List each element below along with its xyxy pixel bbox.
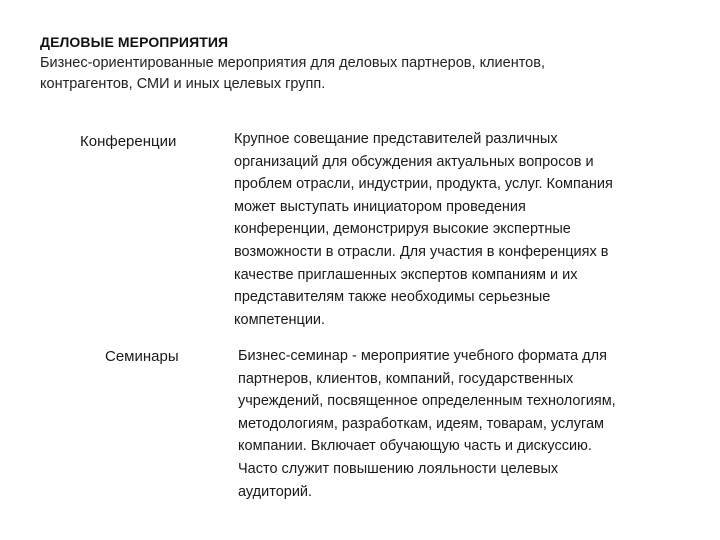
description-line: методологиям, разработкам, идеям, товарам, услугам [238,415,604,432]
description-line: партнеров, клиентов, компаний, государственных [238,370,574,387]
intro-line: контрагентов, СМИ и иных целевых групп. [40,76,326,92]
intro-paragraph [40,53,680,95]
intro-line: Бизнес-ориентированные мероприятия для деловых партнеров, клиентов, [40,55,545,71]
description-line: проблем отрасли, индустрии, продукта, услуг. Компания [234,176,613,193]
description-line: может выступать инициатором проведения [234,198,526,215]
description-line: Часто служит повышению лояльности целевых [238,460,559,477]
description-line: компетенции. [234,311,326,328]
term-description [238,345,698,503]
description-line: возможности в отрасли. Для участия в конференциях в [234,243,609,260]
description-line: конференции, демонстрируя высокие экспертные [234,221,571,238]
description-line: аудиторий. [238,483,313,500]
description-line: Крупное совещание представителей различных [234,131,558,147]
term-label: Конференции [80,133,177,150]
description-line: качестве приглашенных экспертов компаниям и их [234,266,578,283]
description-line: учреждений, посвященное определенным технологиям, [238,393,616,410]
description-line: Бизнес-семинар - мероприятие учебного формата для [238,348,607,364]
description-line: представителям также необходимы серьезные [234,289,551,306]
term-label: Семинары [105,348,179,365]
description-line: организаций для обсуждения актуальных вопросов и [234,153,594,170]
term-description [234,128,694,331]
description-line: компании. Включает обучающую часть и дискуссию. [238,438,592,455]
page-title: ДЕЛОВЫЕ МЕРОПРИЯТИЯ [40,34,229,50]
